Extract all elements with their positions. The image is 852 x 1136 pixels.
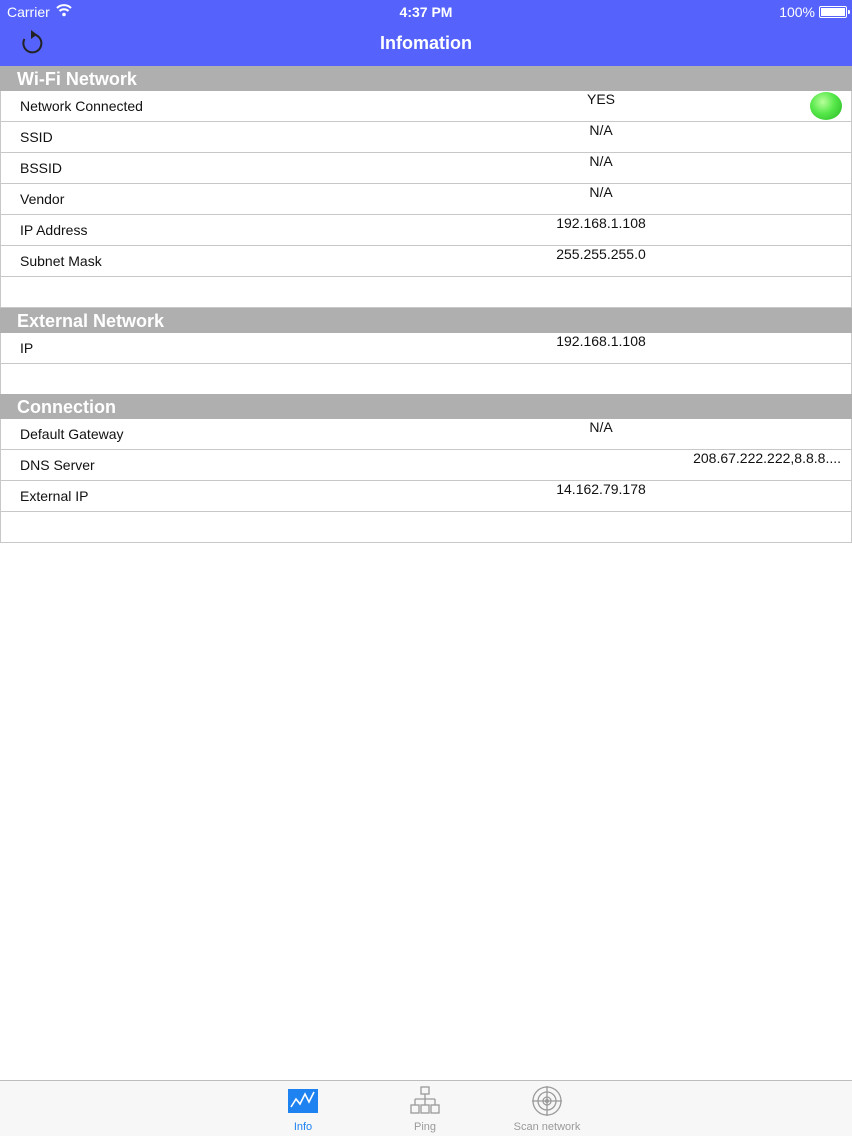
row-value: YES — [586, 91, 615, 107]
row-value: 208.67.222.222,8.8.8.... — [693, 450, 841, 466]
row-value: 255.255.255.0 — [556, 246, 646, 262]
row-label: BSSID — [20, 160, 63, 176]
row-label: Default Gateway — [20, 426, 124, 442]
row-label: IP — [20, 340, 34, 356]
row-value: 192.168.1.108 — [556, 333, 646, 349]
spacer-row — [0, 277, 852, 308]
tab-bar — [0, 1080, 852, 1136]
carrier-label: Carrier — [7, 4, 50, 20]
section-header-connection: Connection — [0, 394, 852, 419]
status-bar — [0, 0, 852, 24]
row-value: N/A — [589, 153, 613, 169]
section-header-wifi: Wi-Fi Network — [0, 66, 852, 91]
navigation-bar — [0, 0, 852, 66]
tab-info[interactable] — [258, 1085, 348, 1133]
row-label: Network Connected — [20, 98, 143, 114]
network-tree-icon — [409, 1085, 441, 1117]
row-bssid — [0, 153, 852, 184]
row-external-ip — [0, 481, 852, 512]
row-label: SSID — [20, 129, 53, 145]
chart-icon — [287, 1085, 319, 1117]
row-value: N/A — [589, 184, 613, 200]
tab-label: Info — [293, 1121, 313, 1133]
row-network-connected — [0, 91, 852, 122]
row-default-gateway — [0, 419, 852, 450]
row-label: DNS Server — [20, 457, 95, 473]
row-subnet-mask — [0, 246, 852, 277]
page-title: Infomation — [380, 33, 472, 53]
row-external-ip-address — [0, 333, 852, 364]
row-value: 192.168.1.108 — [556, 215, 646, 231]
row-ssid — [0, 122, 852, 153]
battery-percent: 100% — [779, 4, 815, 20]
tab-label: Ping — [413, 1121, 437, 1133]
battery-icon — [819, 6, 847, 18]
row-value: N/A — [589, 122, 613, 138]
tab-ping[interactable] — [380, 1085, 470, 1133]
row-value: 14.162.79.178 — [556, 481, 646, 497]
row-dns-server — [0, 450, 852, 481]
tab-scan-network[interactable] — [502, 1085, 592, 1133]
row-label: IP Address — [20, 222, 88, 238]
row-ip-address — [0, 215, 852, 246]
status-time: 4:37 PM — [399, 4, 453, 20]
row-label: External IP — [20, 488, 89, 504]
connected-status-icon — [810, 92, 842, 120]
spacer-row — [0, 364, 852, 395]
row-label: Vendor — [20, 191, 65, 207]
spacer-row — [0, 512, 852, 543]
row-vendor — [0, 184, 852, 215]
radar-icon — [531, 1085, 563, 1117]
tab-label: Scan network — [513, 1121, 581, 1133]
section-header-external: External Network — [0, 308, 852, 333]
row-label: Subnet Mask — [20, 253, 102, 269]
row-value: N/A — [589, 419, 613, 435]
